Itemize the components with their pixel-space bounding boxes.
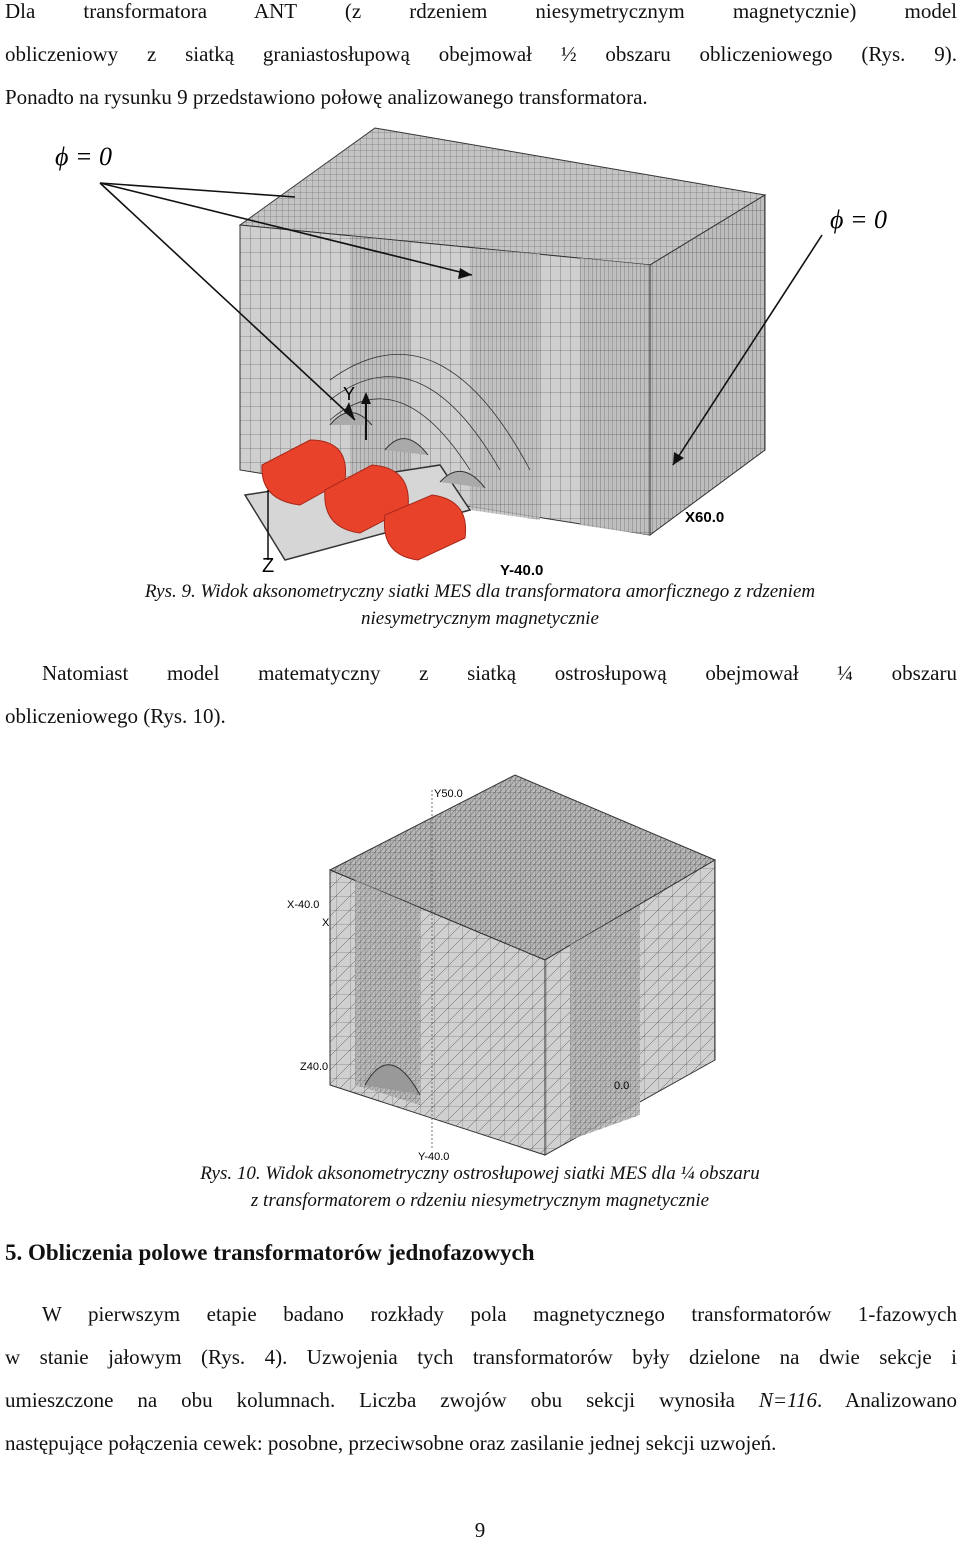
label-y-40-fig10: Y-40.0	[418, 1151, 450, 1163]
intro-paragraph	[5, 0, 957, 119]
paragraph-2-line-1: Natomiast model matematyczny z siatką ostrosłupową obejmował ¼ obszaru	[42, 661, 957, 685]
figure-10-caption	[0, 1160, 960, 1214]
axis-z-label: Z	[262, 555, 275, 577]
paragraph-2-line-2: obliczeniowego (Rys. 10).	[5, 704, 226, 728]
section-5-line-3	[5, 1379, 957, 1422]
axis-y-label: Y	[343, 384, 356, 404]
page-number: 9	[474, 1518, 486, 1542]
phi-right-label: ϕ = 0	[830, 205, 888, 234]
section-5-paragraph	[5, 1293, 957, 1465]
section-5-line-4: następujące połączenia cewek: posobne, przeciwsobne oraz zasilanie jednej sekcji uzwojeń.	[5, 1431, 777, 1455]
intro-line-2: obliczeniowy z siatką graniastosłupową obejmował ½ obszaru obliczeniowego (Rys. 9).	[5, 42, 957, 66]
phi-left-label: ϕ = 0	[55, 142, 113, 171]
figure-10-caption-line-2: z transformatorem o rdzeniu niesymetrycznym magnetycznie	[250, 1190, 710, 1211]
section-5-line-3c: . Analizowano	[816, 1388, 957, 1412]
section-5-n-value: N=116	[758, 1388, 817, 1412]
section-5-line-3a: umieszczone na obu kolumnach. Liczba zwojów obu sekcji wynosiła	[5, 1388, 759, 1412]
section-5-line-1: W pierwszym etapie badano rozkłady pola magnetycznego transformatorów 1-fazowych	[42, 1302, 957, 1326]
label-x60: X60.0	[685, 509, 725, 526]
label-y50: Y50.0	[434, 788, 463, 800]
label-y-40: Y-40.0	[500, 562, 544, 579]
label-x: X	[322, 917, 330, 929]
section-5-heading: 5. Obliczenia polowe transformatorów jednofazowych	[5, 1240, 535, 1265]
intro-line-1: Dla transformatora ANT (z rdzeniem niesymetrycznym magnetycznie) model	[5, 0, 957, 23]
section-5-line-2: w stanie jałowym (Rys. 4). Uzwojenia tych transformatorów były dzielone na dwie sekcje i	[5, 1345, 957, 1369]
label-x-40: X-40.0	[287, 899, 320, 911]
figure-9-caption-line-1: Rys. 9. Widok aksonometryczny siatki MES dla transformatora amorficznego z rdzeniem	[144, 581, 816, 602]
label-zero: 0.0	[614, 1080, 630, 1092]
figure-9-caption	[0, 578, 960, 632]
paragraph-2	[5, 652, 957, 738]
figure-10-mesh	[0, 770, 960, 1165]
figure-9-caption-line-2: niesymetrycznym magnetycznie	[361, 608, 599, 629]
figure-10-caption-line-1: Rys. 10. Widok aksonometryczny ostrosłupowej siatki MES dla ¼ obszaru	[200, 1163, 760, 1184]
intro-line-3: Ponadto na rysunku 9 przedstawiono połowę analizowanego transformatora.	[5, 85, 648, 109]
label-z40: Z40.0	[300, 1061, 329, 1073]
figure-9-mesh	[0, 120, 960, 580]
